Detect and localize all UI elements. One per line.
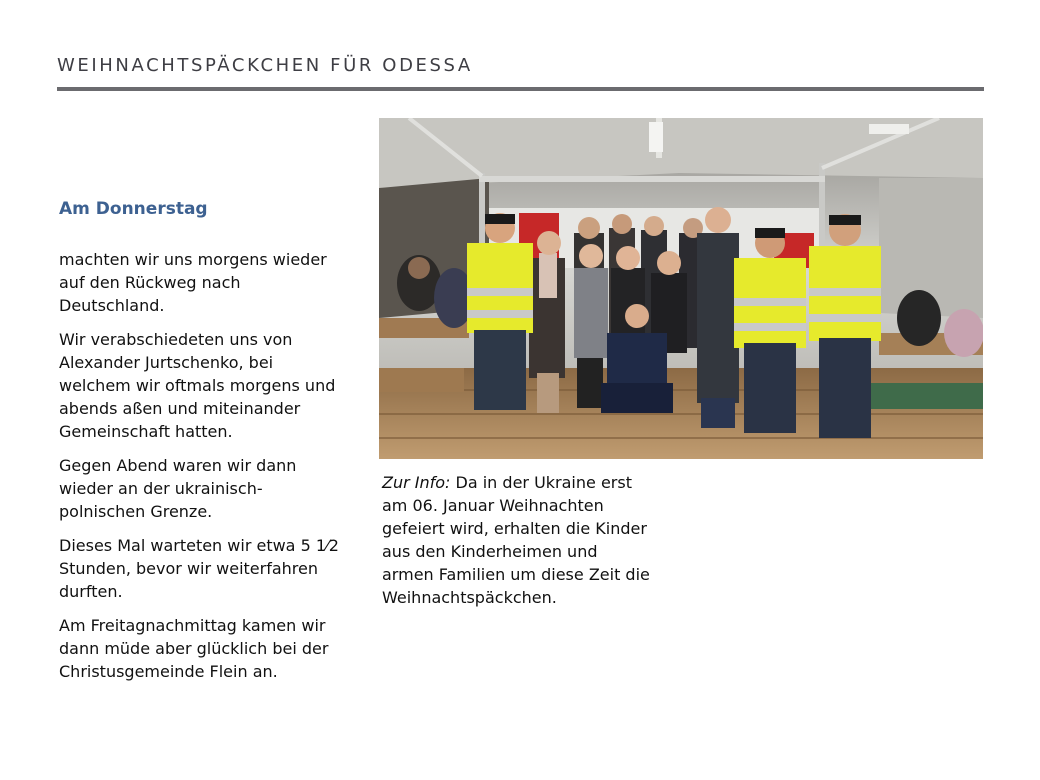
caption-text: Da in der Ukraine erst am 06. Januar Weihnachten gefeiert wird, erhalten die Kinder aus den Kinderheimen und armen Familien um diese Zeit die Weihnachtspäckchen. (382, 473, 650, 607)
paragraph: Wir verabschiedeten uns von Alexander Jurtschenko, bei welchem wir oftmals morgens und abends aßen und miteinander Gemeinschaft hatten. (59, 330, 336, 441)
article-body (59, 248, 349, 694)
page-title: WEIHNACHTSPÄCKCHEN FÜR ODESSA (57, 55, 473, 76)
paragraph: Dieses Mal warteten wir etwa 5 1⁄2 Stunden, bevor wir weiterfahren durften. (59, 536, 339, 601)
group-photo (379, 118, 983, 459)
group-photo-illustration (379, 118, 983, 459)
paragraph: Am Freitagnachmittag kamen wir dann müde aber glücklich bei der Christusgemeinde Flein an. (59, 616, 329, 681)
paragraph: machten wir uns morgens wieder auf den Rückweg nach Deutschland. (59, 250, 327, 315)
paragraph: Gegen Abend waren wir dann wieder an der ukrainisch- polnischen Grenze. (59, 456, 297, 521)
caption-label: Zur Info: (382, 473, 451, 492)
photo-caption (382, 471, 652, 609)
section-heading: Am Donnerstag (59, 199, 208, 219)
title-divider (57, 87, 984, 91)
